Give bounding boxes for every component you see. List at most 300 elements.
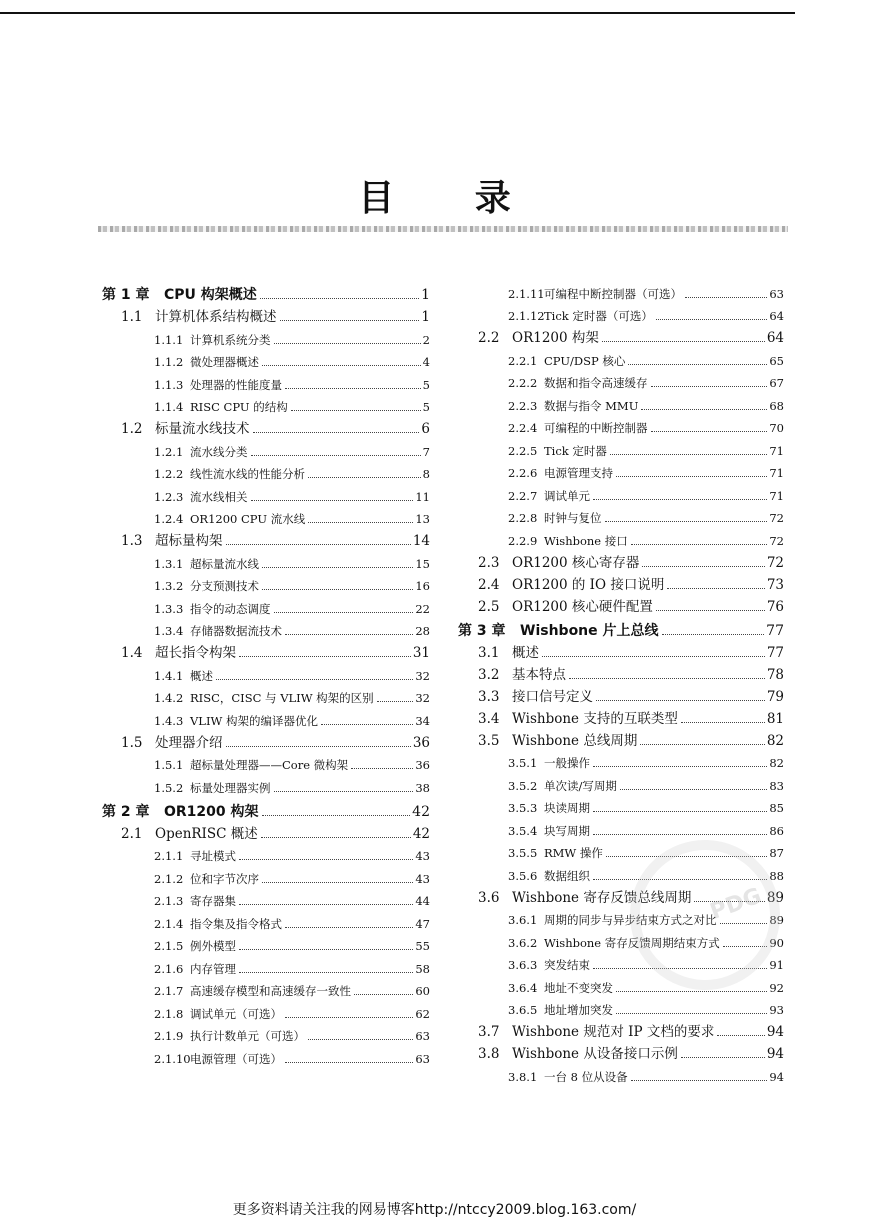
toc-entry-page: 94 <box>769 1069 784 1084</box>
watermark-text: PDG <box>706 883 765 925</box>
toc-entry-section[interactable] <box>102 416 430 438</box>
toc-entry-title: 存储器数据流技术 <box>190 624 282 638</box>
toc-leader-dots <box>593 499 767 500</box>
toc-leader-dots <box>262 365 421 366</box>
toc-entry-sub[interactable] <box>102 752 430 775</box>
toc-entry-page: 70 <box>769 421 784 435</box>
toc-entry-title: CPU/DSP 核心 <box>544 353 626 368</box>
toc-leader-dots <box>251 455 421 456</box>
toc-entry-section[interactable] <box>102 528 430 550</box>
toc-entry-sub[interactable] <box>102 371 430 394</box>
toc-entry-number: 3.6.1 <box>508 913 538 927</box>
toc-entry-title: 内存管理 <box>190 961 236 976</box>
toc-entry-number: 2.2.3 <box>508 398 538 413</box>
toc-leader-dots <box>656 319 767 320</box>
toc-entry-title: 时钟与复位 <box>544 511 602 525</box>
toc-entry-page: 60 <box>415 984 430 998</box>
toc-entry-number: 2.1.2 <box>154 871 184 886</box>
toc-entry-sub[interactable] <box>458 370 784 393</box>
toc-entry-sub[interactable] <box>458 280 784 303</box>
toc-leader-dots <box>628 364 767 365</box>
toc-entry-section[interactable] <box>458 325 784 347</box>
toc-entry-title: 数据与指令 MMU <box>544 398 639 413</box>
toc-entry-title: 寄存器集 <box>190 894 236 908</box>
toc-entry-sub[interactable] <box>458 772 784 795</box>
toc-entry-page: 73 <box>766 576 784 593</box>
toc-entry-section[interactable] <box>458 1019 784 1041</box>
toc-leader-dots <box>593 766 767 767</box>
toc-entry-sub[interactable] <box>102 550 430 573</box>
toc-entry-title: 地址不变突发 <box>544 980 613 995</box>
toc-entry-number: 1.2.2 <box>154 467 184 481</box>
toc-entry-page: 32 <box>415 691 430 705</box>
toc-entry-section[interactable] <box>458 550 784 572</box>
toc-entry-title: Wishbone 从设备接口示例 <box>512 1046 678 1062</box>
toc-leader-dots <box>285 634 413 635</box>
toc-leader-dots <box>226 746 411 747</box>
toc-entry-page: 43 <box>415 871 430 886</box>
toc-entry-page: 88 <box>769 868 784 883</box>
toc-entry-title: 一般操作 <box>544 756 590 770</box>
toc-entry-number: 3.5 <box>478 732 500 749</box>
toc-entry-page: 72 <box>769 511 784 525</box>
toc-entry-number: 2.1.12 <box>508 309 545 323</box>
toc-leader-dots <box>239 949 413 950</box>
toc-entry-number: 3.4 <box>478 710 500 727</box>
toc-entry-title: Wishbone 总线周期 <box>512 732 638 749</box>
toc-entry-number: 2.1.4 <box>154 916 184 931</box>
toc-entry-page: 1 <box>421 287 430 303</box>
toc-entry-number: 2.1.8 <box>154 1006 184 1021</box>
toc-entry-title: 计算机体系结构概述 <box>155 309 277 325</box>
toc-leader-dots <box>274 612 414 613</box>
toc-entry-section[interactable] <box>102 304 430 326</box>
toc-entry-number: 1.3.4 <box>154 624 184 638</box>
toc-entry-number: 2.5 <box>478 598 500 615</box>
toc-entry-section[interactable] <box>458 640 784 662</box>
toc-leader-dots <box>351 768 413 769</box>
toc-entry-sub[interactable] <box>458 347 784 370</box>
toc-leader-dots <box>631 544 768 545</box>
toc-entry-page: 15 <box>415 556 430 571</box>
toc-entry-title: Wishbone 寄存反馈周期结束方式 <box>544 935 720 950</box>
toc-entry-number: 3.6.5 <box>508 1003 538 1017</box>
toc-entry-chapter[interactable] <box>102 797 430 821</box>
toc-entry-sub[interactable] <box>458 1063 784 1086</box>
toc-entry-title: 计算机系统分类 <box>190 332 271 347</box>
toc-entry-page: 58 <box>415 961 430 976</box>
toc-entry-sub[interactable] <box>102 978 430 1001</box>
toc-entry-title: OR1200 CPU 流水线 <box>190 512 306 526</box>
toc-leader-dots <box>274 343 421 344</box>
toc-entry-number: 1.5 <box>121 734 143 751</box>
toc-entry-title: 线性流水线的性能分析 <box>190 467 305 481</box>
toc-entry-title: RISC CPU 的结构 <box>190 400 288 414</box>
toc-leader-dots <box>651 386 768 387</box>
toc-entry-number: 3.8.1 <box>508 1069 538 1084</box>
toc-entry-page: 94 <box>766 1024 784 1040</box>
toc-entry-sub[interactable] <box>102 618 430 641</box>
toc-entry-page: 38 <box>415 780 430 795</box>
toc-leader-dots <box>239 656 411 657</box>
toc-entry-number: 2.1.6 <box>154 961 184 976</box>
toc-entry-sub[interactable] <box>102 349 430 372</box>
toc-entry-number: 3.2 <box>478 666 500 683</box>
toc-entry-page: 79 <box>766 688 784 705</box>
toc-entry-page: 63 <box>415 1051 430 1066</box>
toc-entry-title: Wishbone 支持的互联类型 <box>512 710 678 727</box>
toc-entry-title: Tick 定时器 <box>544 443 607 458</box>
toc-entry-title: 微处理器概述 <box>190 355 259 369</box>
toc-entry-title: Wishbone 片上总线 <box>520 622 659 639</box>
toc-entry-number: 1.4.3 <box>154 713 184 728</box>
toc-entry-page: 32 <box>415 668 430 683</box>
toc-entry-title: CPU 构架概述 <box>164 287 257 303</box>
toc-entry-chapter[interactable] <box>458 616 784 640</box>
toc-entry-number: 2.2.6 <box>508 466 538 480</box>
toc-entry-title: 调试单元（可选） <box>190 1006 282 1021</box>
toc-entry-page: 11 <box>415 489 430 504</box>
toc-entry-sub[interactable] <box>102 910 430 933</box>
toc-leader-dots <box>239 904 413 905</box>
toc-entry-number: 2.2.2 <box>508 376 538 390</box>
toc-entry-title: 位和字节次序 <box>190 871 259 886</box>
toc-entry-title: Wishbone 规范对 IP 文档的要求 <box>512 1024 715 1040</box>
toc-leader-dots <box>308 522 413 523</box>
toc-entry-sub[interactable] <box>458 482 784 505</box>
toc-entry-title: 标量流水线技术 <box>155 421 250 437</box>
toc-entry-number: 1.1.1 <box>154 332 184 347</box>
toc-leader-dots <box>662 634 765 635</box>
toc-leader-dots <box>321 724 413 725</box>
toc-leader-dots <box>262 589 413 590</box>
toc-entry-sub[interactable] <box>458 505 784 528</box>
toc-entry-number: 2.1.5 <box>154 939 184 953</box>
toc-entry-number: 3.6.2 <box>508 935 538 950</box>
toc-entry-sub[interactable] <box>458 415 784 438</box>
toc-entry-section[interactable] <box>458 728 784 750</box>
toc-entry-title: OpenRISC 概述 <box>155 825 258 842</box>
toc-entry-sub[interactable] <box>102 483 430 506</box>
toc-entry-page: 65 <box>769 353 784 368</box>
toc-entry-number: 1.4.1 <box>154 668 184 683</box>
toc-leader-dots <box>631 1080 768 1081</box>
toc-entry-page: 1 <box>421 309 430 325</box>
toc-leader-dots <box>641 409 767 410</box>
toc-entry-number: 1.3.3 <box>154 601 184 616</box>
toc-entry-page: 5 <box>422 377 430 392</box>
toc-entry-number: 1.5.1 <box>154 758 184 772</box>
toc-entry-title: 突发结束 <box>544 958 590 972</box>
toc-entry-number: 2.3 <box>478 554 500 571</box>
toc-entry-number: 2.2.5 <box>508 443 538 458</box>
toc-entry-title: 超标量处理器——Core 微构架 <box>190 758 349 772</box>
toc-leader-dots <box>681 722 765 723</box>
toc-entry-page: 86 <box>769 823 784 838</box>
toc-leader-dots <box>593 834 767 835</box>
footer-note: 更多资料请关注我的网易博客http://ntccy2009.blog.163.com/ <box>232 1202 637 1218</box>
toc-entry-page: 91 <box>769 958 784 972</box>
toc-leader-dots <box>681 1057 765 1058</box>
toc-entry-sub[interactable] <box>458 303 784 326</box>
toc-entry-title: 例外模型 <box>190 939 236 953</box>
toc-entry-title: 处理器的性能度量 <box>190 377 282 392</box>
toc-entry-sub[interactable] <box>102 461 430 484</box>
toc-entry-page: 72 <box>769 533 784 548</box>
toc-entry-number: 2.1.10 <box>154 1051 191 1066</box>
toc-leader-dots <box>616 476 767 477</box>
toc-entry-page: 81 <box>766 710 784 727</box>
toc-entry-title: OR1200 构架 <box>164 803 259 820</box>
toc-entry-page: 64 <box>769 309 784 323</box>
toc-leader-dots <box>605 521 768 522</box>
toc-entry-sub[interactable] <box>458 750 784 773</box>
toc-entry-number: 1.5.2 <box>154 780 184 795</box>
toc-entry-number: 3.5.2 <box>508 778 538 793</box>
toc-entry-title: 调试单元 <box>544 488 590 503</box>
toc-leader-dots <box>593 811 767 812</box>
toc-entry-sub[interactable] <box>102 1045 430 1068</box>
toc-entry-sub[interactable] <box>102 573 430 596</box>
toc-entry-title: 执行计数单元（可选） <box>190 1029 305 1043</box>
page-title-char-2: 录 <box>474 177 511 219</box>
toc-entry-number: 2.1.3 <box>154 894 184 908</box>
toc-entry-sub[interactable] <box>458 527 784 550</box>
toc-entry-number: 2.1.9 <box>154 1029 184 1043</box>
toc-entry-page: 71 <box>769 466 784 480</box>
toc-entry-number: 1.2.4 <box>154 512 184 526</box>
page-title-char-1: 目 <box>358 177 395 219</box>
toc-entry-page: 85 <box>769 801 784 815</box>
toc-entry-page: 82 <box>766 732 784 749</box>
toc-entry-sub[interactable] <box>102 438 430 461</box>
toc-leader-dots <box>667 588 764 589</box>
toc-leader-dots <box>308 1039 413 1040</box>
toc-entry-page: 44 <box>415 894 430 908</box>
toc-entry-page: 36 <box>412 734 430 751</box>
toc-leader-dots <box>285 388 421 389</box>
toc-entry-number: 3.6.4 <box>508 980 538 995</box>
toc-entry-sub[interactable] <box>102 1000 430 1023</box>
toc-leader-dots <box>280 320 420 321</box>
toc-entry-title: RMW 操作 <box>544 846 603 860</box>
toc-entry-number: 2.2.9 <box>508 533 538 548</box>
toc-entry-page: 2 <box>422 332 430 347</box>
toc-entry-section[interactable] <box>458 706 784 728</box>
toc-entry-sub[interactable] <box>102 843 430 866</box>
toc-entry-sub[interactable] <box>458 437 784 460</box>
toc-leader-dots <box>262 882 413 883</box>
toc-entry-page: 31 <box>412 645 430 661</box>
toc-entry-chapter[interactable] <box>102 280 430 304</box>
toc-entry-number: 1.2.1 <box>154 444 184 459</box>
toc-entry-title: VLIW 构架的编译器优化 <box>190 713 318 728</box>
toc-entry-sub[interactable] <box>102 774 430 797</box>
toc-entry-number: 1.3.2 <box>154 579 184 593</box>
toc-entry-sub[interactable] <box>102 394 430 417</box>
toc-entry-number: 1.1.4 <box>154 400 184 414</box>
toc-entry-sub[interactable] <box>102 506 430 529</box>
toc-entry-number: 1.1.2 <box>154 355 184 369</box>
toc-entry-page: 64 <box>766 330 784 346</box>
toc-entry-sub[interactable] <box>102 955 430 978</box>
toc-entry-title: 概述 <box>190 668 213 683</box>
toc-entry-section[interactable] <box>458 1041 784 1063</box>
toc-entry-number: 3.6.3 <box>508 958 538 972</box>
toc-leader-dots <box>262 815 411 816</box>
toc-entry-number: 3.6 <box>478 889 500 906</box>
toc-entry-page: 42 <box>412 803 430 820</box>
toc-entry-title: 标量处理器实例 <box>190 780 271 795</box>
toc-entry-number: 3.5.4 <box>508 823 538 838</box>
toc-leader-dots <box>226 544 411 545</box>
toc-entry-page: 6 <box>421 421 430 437</box>
toc-leader-dots <box>610 454 767 455</box>
top-rule <box>0 12 795 14</box>
toc-leader-dots <box>616 1013 767 1014</box>
toc-entry-title: Wishbone 寄存反馈总线周期 <box>512 889 692 906</box>
toc-entry-page: 36 <box>415 758 430 772</box>
toc-leader-dots <box>239 859 413 860</box>
toc-entry-number: 2.2.4 <box>508 421 538 435</box>
toc-leader-dots <box>260 298 419 299</box>
toc-entry-sub[interactable] <box>102 326 430 349</box>
toc-entry-title: 寻址模式 <box>190 849 236 863</box>
toc-entry-title: Tick 定时器（可选） <box>544 309 653 323</box>
toc-entry-section[interactable] <box>102 821 430 843</box>
toc-entry-title: 超长指令构架 <box>155 645 236 661</box>
toc-entry-number: 1.4 <box>121 645 143 661</box>
toc-entry-number: 2.2.1 <box>508 353 538 368</box>
toc-leader-dots <box>262 567 413 568</box>
toc-leader-dots <box>656 610 765 611</box>
toc-entry-sub[interactable] <box>458 997 784 1020</box>
toc-entry-sub[interactable] <box>102 933 430 956</box>
toc-entry-page: 22 <box>415 601 430 616</box>
toc-leader-dots <box>542 656 765 657</box>
toc-entry-page: 93 <box>769 1003 784 1017</box>
toc-entry-sub[interactable] <box>458 460 784 483</box>
toc-entry-page: 43 <box>415 849 430 863</box>
toc-entry-title: 指令集及指令格式 <box>190 916 282 931</box>
toc-entry-page: 63 <box>415 1029 430 1043</box>
toc-leader-dots <box>253 432 420 433</box>
toc-entry-sub[interactable] <box>102 888 430 911</box>
toc-leader-dots <box>285 1017 413 1018</box>
toc-entry-page: 28 <box>415 624 430 638</box>
toc-entry-page: 71 <box>769 443 784 458</box>
toc-entry-page: 13 <box>415 512 430 526</box>
toc-entry-sub[interactable] <box>102 662 430 685</box>
toc-entry-number: 3.5.3 <box>508 801 538 815</box>
toc-entry-title: 电源管理（可选） <box>190 1051 282 1066</box>
toc-entry-sub[interactable] <box>102 1023 430 1046</box>
toc-entry-page: 63 <box>769 286 784 301</box>
toc-entry-title: 块写周期 <box>544 823 590 838</box>
toc-left-column <box>102 280 430 1068</box>
toc-entry-sub[interactable] <box>102 865 430 888</box>
toc-entry-number: 1.2.3 <box>154 489 184 504</box>
toc-leader-dots <box>308 477 421 478</box>
toc-entry-number: 2.2.7 <box>508 488 538 503</box>
toc-entry-section[interactable] <box>458 684 784 706</box>
toc-entry-title: RISC，CISC 与 VLIW 构架的区别 <box>190 691 374 705</box>
toc-entry-sub[interactable] <box>458 817 784 840</box>
toc-entry-number: 1.1 <box>121 309 143 325</box>
toc-entry-page: 42 <box>412 825 430 842</box>
toc-entry-title: 块读周期 <box>544 801 590 815</box>
toc-leader-dots <box>239 972 413 973</box>
toc-entry-title: 地址增加突发 <box>544 1003 613 1017</box>
toc-entry-title: 接口信号定义 <box>512 688 593 705</box>
toc-entry-number: 2.1.11 <box>508 286 545 301</box>
toc-entry-number: 2.2.8 <box>508 511 538 525</box>
toc-entry-page: 4 <box>422 355 430 369</box>
toc-entry-title: 超标量构架 <box>155 533 223 549</box>
toc-entry-page: 78 <box>766 666 784 683</box>
toc-entry-page: 82 <box>769 756 784 770</box>
toc-entry-title: OR1200 的 IO 接口说明 <box>512 576 665 593</box>
toc-leader-dots <box>651 431 768 432</box>
toc-entry-page: 76 <box>766 598 784 615</box>
toc-entry-title: 周期的同步与异步结束方式之对比 <box>544 913 717 927</box>
toc-entry-title: 概述 <box>512 644 539 661</box>
toc-leader-dots <box>291 410 421 411</box>
toc-leader-dots <box>596 700 765 701</box>
decorative-divider <box>98 226 788 232</box>
toc-entry-page: 90 <box>769 935 784 950</box>
toc-leader-dots <box>685 297 767 298</box>
toc-entry-page: 92 <box>769 980 784 995</box>
toc-leader-dots <box>642 566 764 567</box>
toc-leader-dots <box>620 789 767 790</box>
toc-entry-sub[interactable] <box>458 392 784 415</box>
toc-entry-page: 71 <box>769 488 784 503</box>
toc-entry-title: 分支预测技术 <box>190 579 259 593</box>
toc-leader-dots <box>377 701 414 702</box>
toc-entry-number: 2.2 <box>478 330 500 346</box>
toc-entry-title: 处理器介绍 <box>155 734 223 751</box>
toc-entry-number: 3.3 <box>478 688 500 705</box>
toc-entry-title: 数据和指令高速缓存 <box>544 376 648 390</box>
toc-entry-sub[interactable] <box>102 595 430 618</box>
toc-leader-dots <box>569 678 765 679</box>
toc-entry-title: 指令的动态调度 <box>190 601 271 616</box>
toc-entry-section[interactable] <box>102 730 430 752</box>
toc-leader-dots <box>261 837 411 838</box>
toc-entry-sub[interactable] <box>102 685 430 708</box>
toc-entry-number: 1.1.3 <box>154 377 184 392</box>
toc-leader-dots <box>640 744 764 745</box>
toc-entry-number: 1.3 <box>121 533 143 549</box>
toc-entry-section[interactable] <box>458 662 784 684</box>
toc-entry-title: OR1200 核心硬件配置 <box>512 598 653 615</box>
toc-entry-section[interactable] <box>458 572 784 594</box>
toc-entry-number: 3.8 <box>478 1046 500 1062</box>
toc-entry-sub[interactable] <box>458 795 784 818</box>
toc-leader-dots <box>354 994 413 995</box>
toc-leader-dots <box>602 341 765 342</box>
toc-leader-dots <box>717 1035 764 1036</box>
toc-entry-page: 89 <box>769 913 784 927</box>
toc-entry-sub[interactable] <box>102 707 430 730</box>
toc-entry-number: 1.4.2 <box>154 691 184 705</box>
toc-entry-page: 89 <box>766 889 784 906</box>
toc-entry-title: 流水线分类 <box>190 444 248 459</box>
toc-entry-section[interactable] <box>102 640 430 662</box>
toc-entry-section[interactable] <box>458 594 784 616</box>
toc-entry-title: 超标量流水线 <box>190 556 259 571</box>
